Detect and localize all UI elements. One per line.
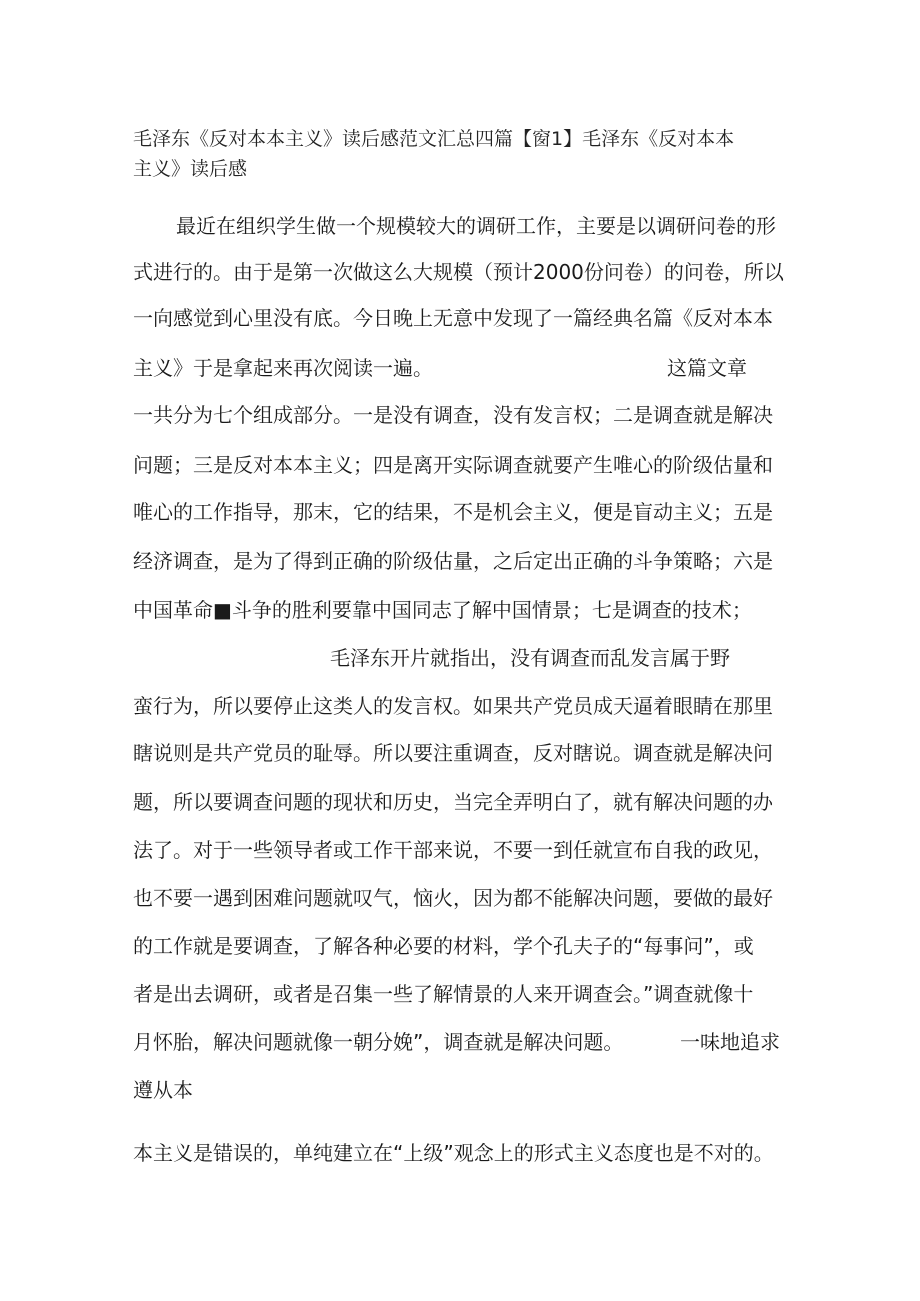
- paragraph-line: 也不要一遇到困难问题就叹气，恼火，因为都不能解决问题，要做的最好: [133, 886, 773, 910]
- paragraph-line: 题，所以要调查问题的现状和历史，当完全弄明白了，就有解决问题的办: [133, 790, 773, 814]
- paragraph-line: 式进行的。由于是第一次做这么大规模（预计2000份问卷）的问卷，所以: [133, 260, 784, 284]
- paragraph-line: 主义》于是拿起来再次阅读一遍。: [133, 356, 433, 380]
- paragraph-line: 遵从本: [133, 1078, 193, 1102]
- paragraph-line: 月怀胎，解决问题就像一朝分娩”，调查就是解决问题。: [133, 1030, 624, 1054]
- paragraph-line: 问题；三是反对本本主义；四是离开实际调查就要产生唯心的阶级估量和: [133, 453, 773, 477]
- paragraph-line: 瞎说则是共产党员的耻辱。所以要注重调查，反对瞎说。调查就是解决问: [133, 741, 773, 765]
- paragraph-line: 最近在组织学生做一个规模较大的调研工作，主要是以调研问卷的形: [176, 214, 776, 238]
- paragraph-line: 毛泽东开片就指出，没有调查而乱发言属于野: [330, 646, 730, 670]
- paragraph-line: 法了。对于一些领导者或工作干部来说，不要一到任就宣布自我的政见，: [133, 838, 773, 862]
- paragraph-line: 一向感觉到心里没有底。今日晚上无意中发现了一篇经典名篇《反对本本: [133, 306, 773, 330]
- paragraph-line: 本主义是错误的，单纯建立在“上级”观念上的形式主义态度也是不对的。: [133, 1141, 774, 1165]
- paragraph-line: 的工作就是要调查，了解各种必要的材料，学个孔夫子的“每事问”，或: [133, 934, 754, 958]
- paragraph-line: 经济调查，是为了得到正确的阶级估量，之后定出正确的斗争策略；六是: [133, 549, 773, 573]
- paragraph-line: 这篇文章: [667, 356, 747, 380]
- paragraph-line: 一共分为七个组成部分。一是没有调查，没有发言权；二是调查就是解决: [133, 403, 773, 427]
- paragraph-line: 唯心的工作指导，那末，它的结果，不是机会主义，便是盲动主义；五是: [133, 500, 773, 524]
- document-title-line-2: 主义》读后感: [133, 158, 248, 180]
- document-title-line-1: 毛泽东《反对本本主义》读后感范文汇总四篇【窗1】毛泽东《反对本本: [133, 128, 735, 150]
- paragraph-line: 蛮行为，所以要停止这类人的发言权。如果共产党员成天逼着眼睛在那里: [133, 694, 773, 718]
- paragraph-line: 一味地追求: [680, 1030, 780, 1054]
- paragraph-line: 中国革命■斗争的胜利要靠中国同志了解中国情景；七是调查的技术；: [133, 598, 752, 622]
- paragraph-line: 者是出去调研，或者是召集一些了解情景的人来开调查会。”调查就像十: [133, 982, 754, 1006]
